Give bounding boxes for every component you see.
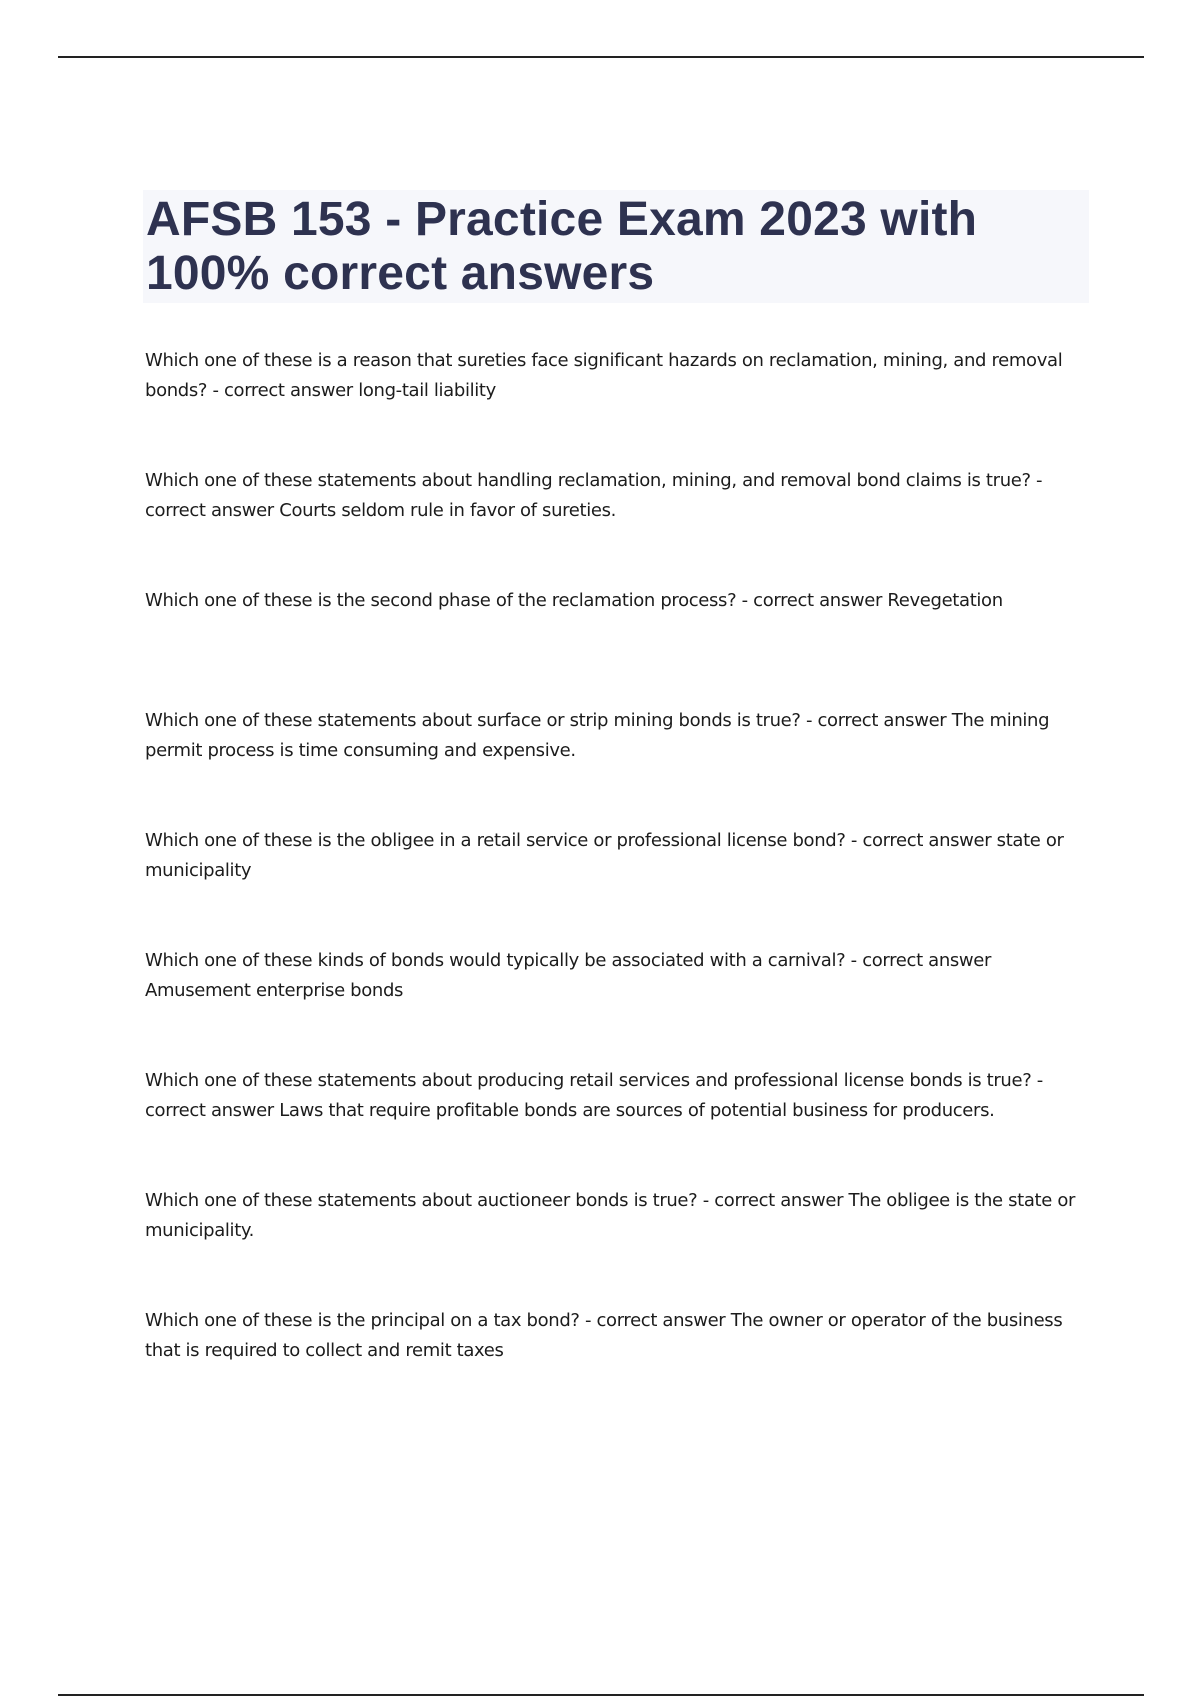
question-answer-item: Which one of these kinds of bonds would typically be associated with a carnival? - correct answer Amusement enterprise bonds [145, 950, 992, 1001]
question-answer-item: Which one of these statements about auctioneer bonds is true? - correct answer The obligee is the state or municipality. [145, 1190, 1076, 1241]
title-banner [143, 190, 1089, 303]
question-answer-item: Which one of these is a reason that sureties face significant hazards on reclamation, mining, and removal bonds? - correct answer long-tail liability [145, 350, 1063, 401]
bottom-rule [58, 1694, 1144, 1696]
question-answer-item: Which one of these is the principal on a tax bond? - correct answer The owner or operator of the business that is required to collect and remit taxes [145, 1310, 1063, 1361]
page-title: AFSB 153 - Practice Exam 2023 with 100% correct answers [146, 193, 978, 300]
question-answer-item: Which one of these is the second phase of the reclamation process? - correct answer Revegetation [145, 590, 1003, 611]
question-answer-item: Which one of these statements about producing retail services and professional license bonds is true? - correct answer Laws that require profitable bonds are sources of potential business for producers. [145, 1070, 1043, 1121]
question-answer-item: Which one of these statements about surface or strip mining bonds is true? - correct answer The mining permit process is time consuming and expensive. [145, 710, 1050, 761]
question-answer-item: Which one of these is the obligee in a retail service or professional license bond? - correct answer state or municipality [145, 830, 1064, 881]
top-rule [58, 56, 1144, 58]
question-answer-item: Which one of these statements about handling reclamation, mining, and removal bond claims is true? - correct answer Courts seldom rule in favor of sureties. [145, 470, 1043, 521]
question-answer-list [145, 346, 1095, 1426]
